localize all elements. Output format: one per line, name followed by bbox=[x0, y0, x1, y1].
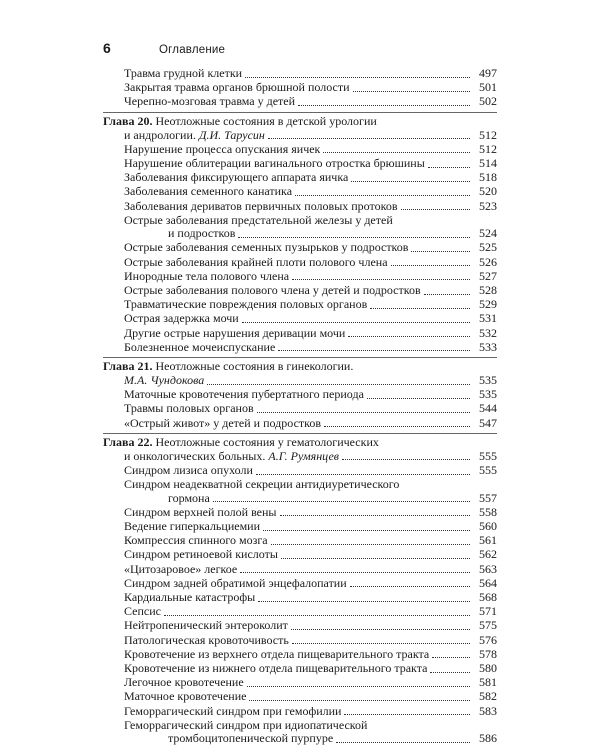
chapter-page: 555 bbox=[479, 448, 497, 463]
toc-entry-page: 520 bbox=[479, 184, 497, 199]
toc-entry-page: 578 bbox=[479, 646, 497, 661]
toc-entry-title: Нейтропенический энтероколит bbox=[124, 619, 288, 633]
running-title: Оглавление bbox=[159, 44, 226, 56]
dot-leader bbox=[249, 699, 470, 701]
dot-leader bbox=[238, 236, 470, 238]
dot-leader bbox=[367, 397, 470, 399]
toc-entry[interactable] bbox=[103, 95, 497, 109]
toc-entry-page: 568 bbox=[479, 590, 497, 604]
toc-entry-title: Синдром верхней полой вены bbox=[124, 505, 277, 519]
dot-leader bbox=[292, 642, 470, 644]
toc-entry-title: Закрытая травма органов брюшной полости bbox=[124, 81, 350, 95]
toc-entry-title: Кровотечение из нижнего отдела пищеварительного тракта bbox=[124, 661, 428, 675]
toc-entry-page: 528 bbox=[479, 283, 497, 298]
dot-leader bbox=[271, 543, 470, 545]
chapter-author: А.Г. Румянцев bbox=[268, 449, 340, 463]
toc-entry-page: 514 bbox=[479, 155, 497, 170]
toc-entry[interactable] bbox=[103, 388, 497, 402]
toc-entry[interactable] bbox=[103, 417, 497, 431]
toc-chapter-22 bbox=[103, 433, 497, 746]
dot-leader bbox=[240, 571, 470, 573]
toc-entry-title: «Острый живот» у детей и подростков bbox=[124, 416, 322, 430]
toc-entry[interactable] bbox=[103, 81, 497, 95]
toc-entry[interactable] bbox=[103, 690, 497, 704]
toc-entry-title: Кровотечение из верхнего отдела пищеварительного тракта bbox=[124, 647, 430, 661]
chapter-author: М.А. Чундокова bbox=[124, 373, 205, 387]
dot-leader bbox=[257, 411, 470, 413]
dot-leader bbox=[256, 473, 470, 475]
dot-leader bbox=[263, 529, 470, 531]
toc-entry-title: Заболевания фиксирующего аппарата яичка bbox=[124, 171, 349, 185]
toc-entry-page: 557 bbox=[479, 490, 497, 505]
toc-entry-title: Синдром лизиса опухоли bbox=[124, 463, 253, 477]
dot-leader bbox=[280, 514, 471, 516]
dot-leader bbox=[351, 180, 470, 182]
toc-entry-page: 555 bbox=[479, 462, 497, 477]
page-header bbox=[103, 40, 225, 60]
dot-leader bbox=[401, 208, 471, 210]
toc-entry[interactable] bbox=[103, 548, 497, 562]
chapter-heading[interactable] bbox=[103, 115, 497, 142]
toc-entry-title: Сепсис bbox=[124, 605, 161, 619]
page-number: 6 bbox=[103, 40, 111, 56]
dot-leader bbox=[213, 500, 470, 502]
dot-leader bbox=[298, 104, 470, 106]
toc-entry-title: Синдром задней обратимой энцефалопатии bbox=[124, 576, 347, 590]
toc-entry-page: 547 bbox=[479, 415, 497, 430]
dot-leader bbox=[245, 76, 470, 78]
toc-entry-page: 571 bbox=[479, 604, 497, 619]
toc-entry-title-cont: тромбоцитопенической пурпуре bbox=[168, 732, 334, 746]
toc-entry-page: 501 bbox=[479, 80, 497, 95]
toc-entry[interactable] bbox=[103, 676, 497, 690]
chapter-heading[interactable] bbox=[103, 360, 497, 387]
dot-leader bbox=[164, 614, 470, 616]
chapter-label: Глава 21. bbox=[103, 359, 153, 374]
toc-entry[interactable] bbox=[103, 705, 497, 719]
toc-entry[interactable] bbox=[103, 619, 497, 633]
toc-entry-title: Патологическая кровоточивость bbox=[124, 633, 289, 647]
toc-entry[interactable] bbox=[103, 605, 497, 619]
chapter-author: Д.И. Тарусин bbox=[198, 128, 265, 142]
toc-entry-page: 563 bbox=[479, 561, 497, 576]
dot-leader bbox=[291, 628, 470, 630]
toc-entry-page: 526 bbox=[479, 254, 497, 269]
toc-entry[interactable] bbox=[103, 256, 497, 270]
toc-entry[interactable] bbox=[103, 270, 497, 284]
dot-leader bbox=[342, 458, 470, 460]
dot-leader bbox=[370, 307, 470, 309]
toc-entry[interactable] bbox=[103, 200, 497, 214]
dot-leader bbox=[295, 194, 470, 196]
toc-entry-page: 502 bbox=[479, 94, 497, 109]
toc-entry-title: Маточные кровотечения пубертатного периода bbox=[124, 388, 364, 402]
chapter-label: Глава 20. bbox=[103, 113, 153, 128]
chapter-page: 535 bbox=[479, 372, 497, 387]
dot-leader bbox=[242, 321, 470, 323]
toc-entry[interactable] bbox=[103, 341, 497, 355]
toc-entry[interactable] bbox=[103, 402, 497, 416]
toc-entry-title: Инородные тела полового члена bbox=[124, 269, 290, 283]
toc-entry[interactable] bbox=[103, 478, 497, 505]
toc-entry[interactable] bbox=[103, 634, 497, 648]
toc-entry[interactable] bbox=[103, 506, 497, 520]
toc-entry-title-cont: и подростков bbox=[168, 227, 236, 241]
toc-entry-page: 544 bbox=[479, 401, 497, 416]
chapter-label: Глава 22. bbox=[103, 435, 153, 450]
toc-entry-page: 582 bbox=[479, 689, 497, 704]
toc-entry-title: Острая задержка мочи bbox=[124, 312, 239, 326]
toc-entry[interactable] bbox=[103, 143, 497, 157]
toc-entry-page: 586 bbox=[479, 731, 497, 746]
toc-entry[interactable] bbox=[103, 312, 497, 326]
chapter-title: Неотложные состояния у гематологических bbox=[155, 435, 379, 450]
toc-entry-title: Нарушение процесса опускания яичек bbox=[124, 142, 321, 156]
toc-entry-page: 531 bbox=[479, 311, 497, 326]
toc-entry-title-cont: гормона bbox=[168, 491, 210, 505]
toc-entry[interactable] bbox=[103, 214, 497, 241]
toc-entry-page: 576 bbox=[479, 632, 497, 647]
chapter-page: 512 bbox=[479, 127, 497, 142]
toc-entry-page: 575 bbox=[479, 618, 497, 633]
toc-entry[interactable] bbox=[103, 662, 497, 676]
dot-leader bbox=[268, 137, 470, 139]
toc-entry[interactable] bbox=[103, 577, 497, 591]
toc-entry[interactable] bbox=[103, 591, 497, 605]
toc-entry-page: 532 bbox=[479, 325, 497, 340]
toc-entry[interactable] bbox=[103, 185, 497, 199]
toc-entry-page: 497 bbox=[479, 66, 497, 80]
dot-leader bbox=[292, 278, 470, 280]
toc-entry[interactable] bbox=[103, 67, 497, 81]
toc-entry-title: Травматические повреждения половых органов bbox=[124, 298, 368, 312]
dot-leader bbox=[430, 671, 470, 673]
toc-entry-page: 580 bbox=[479, 660, 497, 675]
chapter-title-cont: и андрологии. bbox=[124, 128, 196, 142]
dot-leader bbox=[323, 151, 470, 153]
toc-entry-page: 523 bbox=[479, 198, 497, 213]
dot-leader bbox=[424, 293, 470, 295]
toc-entry-page: 558 bbox=[479, 504, 497, 519]
toc-entry-title: Нарушение облитерации вагинального отростка брюшины bbox=[124, 156, 425, 170]
toc-entry-title: Острые заболевания крайней плоти полового члена bbox=[124, 255, 388, 269]
dot-leader bbox=[207, 383, 470, 385]
dot-leader bbox=[391, 264, 470, 266]
dot-leader bbox=[324, 425, 470, 427]
toc-entry-page: 583 bbox=[479, 703, 497, 718]
toc-entry[interactable] bbox=[103, 284, 497, 298]
toc-entry[interactable] bbox=[103, 171, 497, 185]
toc-chapter-21 bbox=[103, 357, 497, 430]
toc-entry[interactable] bbox=[103, 648, 497, 662]
toc-entry-title: Острые заболевания полового члена у детей и подростков bbox=[124, 284, 421, 298]
dot-leader bbox=[428, 166, 470, 168]
toc-entry[interactable] bbox=[103, 534, 497, 548]
dot-leader bbox=[411, 250, 470, 252]
chapter-heading[interactable] bbox=[103, 436, 497, 463]
toc-entry-title: Болезненное мочеиспускание bbox=[124, 340, 276, 354]
dot-leader bbox=[350, 585, 470, 587]
toc-entry-page: 525 bbox=[479, 240, 497, 255]
toc-entry-page: 562 bbox=[479, 547, 497, 562]
toc-entry[interactable] bbox=[103, 241, 497, 255]
toc-entry-page: 524 bbox=[479, 226, 497, 241]
dot-leader bbox=[336, 741, 470, 743]
toc-entry-title: Компрессия спинного мозга bbox=[124, 534, 268, 548]
toc-entry-title: Заболевания семенного канатика bbox=[124, 185, 293, 199]
toc-section-continued bbox=[103, 67, 497, 109]
toc-entry[interactable] bbox=[103, 719, 497, 746]
toc-entry[interactable] bbox=[103, 298, 497, 312]
toc-entry-title: Черепно-мозговая травма у детей bbox=[124, 95, 296, 109]
toc-entry-title: Синдром ретиноевой кислоты bbox=[124, 548, 278, 562]
toc-entry-title: Легочное кровотечение bbox=[124, 676, 244, 690]
dot-leader bbox=[432, 656, 470, 658]
dot-leader bbox=[247, 685, 470, 687]
chapter-title: Неотложные состояния в гинекологии. bbox=[155, 359, 354, 374]
toc-entry-title: Маточное кровотечение bbox=[124, 690, 247, 704]
toc-entry-page: 561 bbox=[479, 533, 497, 548]
toc-entry-title: Геморрагический синдром при идиопатической bbox=[124, 717, 368, 732]
toc-entry-title: Ведение гиперкальциемии bbox=[124, 520, 261, 534]
dot-leader bbox=[344, 713, 470, 715]
toc-entry-page: 581 bbox=[479, 675, 497, 690]
toc-entry-title: Заболевания дериватов первичных половых протоков bbox=[124, 199, 398, 213]
dot-leader bbox=[348, 335, 470, 337]
toc-entry-title: Острые заболевания предстательной железы у детей bbox=[124, 212, 393, 227]
chapter-title-cont: и онкологических больных. bbox=[124, 449, 266, 463]
toc-entry-title: «Цитозаровое» легкое bbox=[124, 562, 238, 576]
toc-entry-title: Кардиальные катастрофы bbox=[124, 591, 256, 604]
dot-leader bbox=[353, 90, 470, 92]
toc-entry-page: 512 bbox=[479, 141, 497, 156]
toc-entry-title: Геморрагический синдром при гемофилии bbox=[124, 704, 342, 718]
toc-entry[interactable] bbox=[103, 464, 497, 478]
toc-entry-page: 535 bbox=[479, 387, 497, 402]
toc-entry-title: Другие острые нарушения деривации мочи bbox=[124, 326, 346, 340]
dot-leader bbox=[258, 600, 470, 602]
toc-entry[interactable] bbox=[103, 563, 497, 577]
toc-entry-page: 560 bbox=[479, 519, 497, 534]
toc-entry-title: Острые заболевания семенных пузырьков у подростков bbox=[124, 241, 409, 255]
toc-entry-title: Синдром неадекватной секреции антидиуретического bbox=[124, 477, 400, 492]
toc-entry-page: 527 bbox=[479, 268, 497, 283]
dot-leader bbox=[281, 557, 470, 559]
dot-leader bbox=[278, 349, 470, 351]
table-of-contents bbox=[103, 67, 497, 746]
toc-entry-page: 564 bbox=[479, 575, 497, 590]
toc-entry[interactable] bbox=[103, 157, 497, 171]
toc-entry-page: 518 bbox=[479, 170, 497, 185]
toc-entry-title: Травма грудной клетки bbox=[124, 67, 243, 80]
toc-chapter-20 bbox=[103, 112, 497, 354]
toc-entry-page: 533 bbox=[479, 339, 497, 354]
toc-entry-page: 529 bbox=[479, 297, 497, 312]
chapter-title: Неотложные состояния в детской урологии bbox=[155, 113, 377, 128]
toc-entry[interactable] bbox=[103, 327, 497, 341]
toc-entry-title: Травмы половых органов bbox=[124, 402, 254, 416]
toc-entry[interactable] bbox=[103, 520, 497, 534]
